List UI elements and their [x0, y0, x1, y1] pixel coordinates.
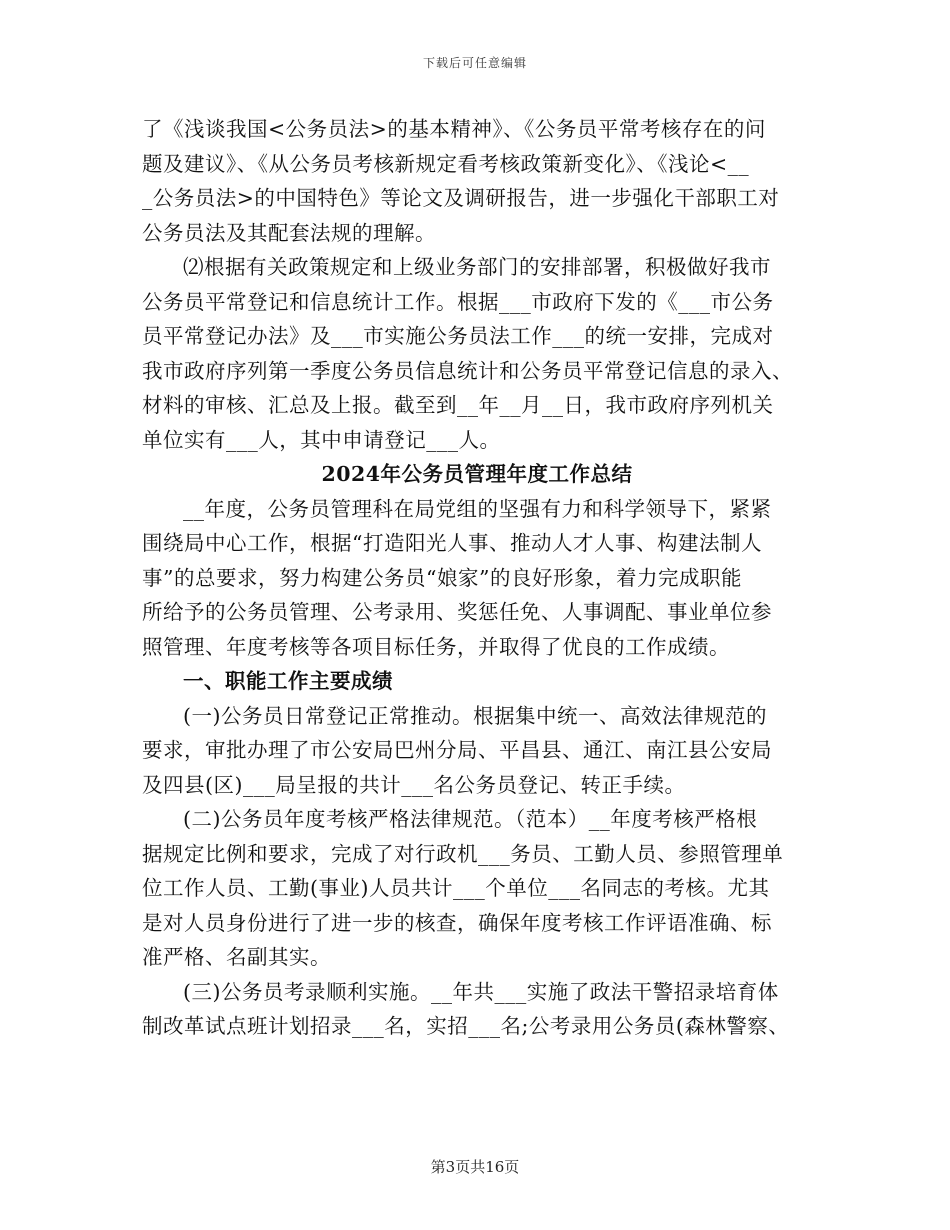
text-line: 单位实有___人，其中申请登记___人。: [142, 427, 501, 452]
text-line: (一)公务员日常登记正常推动。根据集中统一、高效法律规范的: [183, 703, 767, 728]
text-line: 准严格、名副其实。: [142, 945, 331, 969]
text-line: 题及建议》、《从公务员考核新规定看考核政策新变化》、《浅论<__: [142, 151, 750, 176]
text-line: 位工作人员、工勤(事业)人员共计___个单位___名同志的考核。尤其: [142, 876, 770, 900]
text-line: ⑵根据有关政策规定和上级业务部门的安排部署，积极做好我市: [183, 255, 771, 279]
text-line: __年度，公务员管理科在局党组的坚强有力和科学领导下，紧紧: [183, 496, 772, 521]
text-line: 是对人员身份进行了进一步的核查，确保年度考核工作评语准确、标: [142, 910, 772, 935]
text-line: 公务员平常登记和信息统计工作。根据___市政府下发的《___市公务: [142, 289, 774, 314]
text-line: 员平常登记办法》及___市实施公务员法工作___的统一安排，完成对: [142, 324, 774, 348]
page-header: 下载后可任意编辑: [422, 56, 527, 70]
text-line: 我市政府序列第一季度公务员信息统计和公务员平常登记信息的录入、: [142, 358, 793, 383]
text-line: 所给予的公务员管理、公考录用、奖惩任免、人事调配、事业单位参: [142, 600, 772, 624]
text-line: 及四县(区)___局呈报的共计___名公务员登记、转正手续。: [142, 772, 686, 797]
document-body: [142, 112, 812, 1044]
text-line: (二)公务员年度考核严格法律规范。（范本）__年度考核严格根: [183, 807, 758, 831]
text-line: 照管理、年度考核等各项目标任务，并取得了优良的工作成绩。: [142, 634, 730, 659]
section-heading: 一、职能工作主要成绩: [183, 669, 393, 693]
text-line: 要求，审批办理了市公安局巴州分局、平昌县、通江、南江县公安局: [142, 738, 772, 762]
text-line: 围绕局中心工作，根据“打造阳光人事、推动人才人事、构建法制人: [142, 531, 762, 555]
text-line: _公务员法>的中国特色》等论文及调研报告，进一步强化干部职工对: [142, 186, 780, 210]
text-line: 制改革试点班计划招录___名，实招___名;公考录用公务员(森林警察、: [142, 1014, 790, 1038]
text-line: 事”的总要求，努力构建公务员“娘家”的良好形象，着力完成职能: [142, 565, 742, 590]
section-title: 2024年公务员管理年度工作总结: [321, 462, 633, 486]
text-line: 据规定比例和要求，完成了对行政机___务员、工勤人员、参照管理单: [142, 841, 784, 866]
page-number: 第3页共16页: [430, 1158, 520, 1176]
text-line: 公务员法及其配套法规的理解。: [142, 220, 436, 245]
text-line: 了《浅谈我国<公务员法>的基本精神》、《公务员平常考核存在的问: [142, 117, 766, 141]
text-line: (三)公务员考录顺利实施。__年共___实施了政法干警招录培育体: [183, 979, 779, 1004]
text-line: 材料的审核、汇总及上报。截至到__年__月__日，我市政府序列机关: [142, 393, 774, 417]
